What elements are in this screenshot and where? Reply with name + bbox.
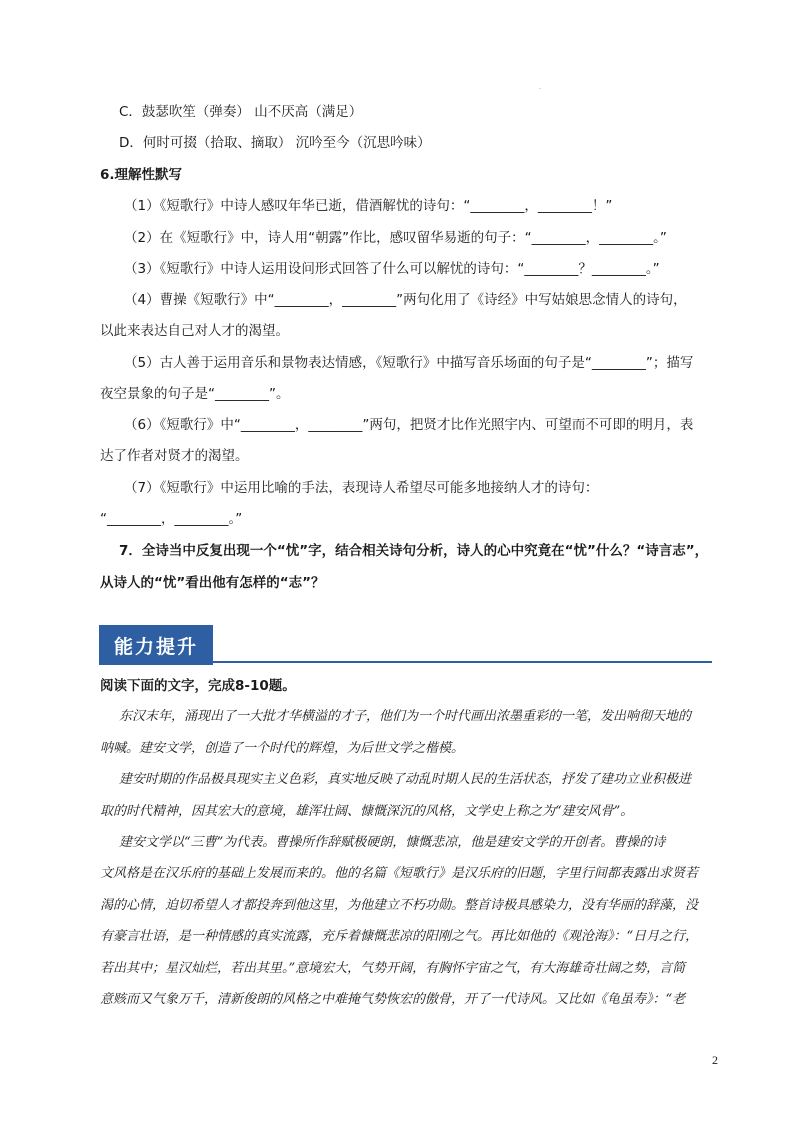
q6-item-4: （4）曹操《短歌行》中“________，________”两句化用了《诗经》中写姑娘思念情人的诗句， — [124, 292, 687, 308]
passage-line-3: 建安时期的作品极具现实主义色彩，真实地反映了动乱时期人民的生活状态，抒发了建功立业积极进 — [119, 772, 692, 787]
q6-item-6-cont: 达了作者对贤才的渴望。 — [100, 448, 249, 464]
question-7-line-1: 7．全诗当中反复出现一个“忧”字，结合相关诗句分析，诗人的心中究竟在“忧”什么？“诗言志”， — [119, 543, 709, 559]
question-6-title: 6.理解性默写 — [100, 167, 183, 183]
stray-mark: · — [539, 86, 541, 93]
passage-line-10: 意赅而又气象万千，清新俊朗的风格之中难掩气势恢宏的傲骨，开了一代诗风。又比如《龟虽寿》：“老 — [100, 992, 686, 1007]
passage-line-9: 若出其中；星汉灿烂，若出其里。”意境宏大，气势开阔，有胸怀宇宙之气，有大海雄奇壮阔之势，言简 — [100, 961, 686, 976]
passage-line-6: 文风格是在汉乐府的基础上发展而来的。他的名篇《短歌行》是汉乐府的旧题，字里行间都表露出求贤若 — [100, 866, 699, 881]
q6-item-5-cont: 夜空景象的句子是“________”。 — [100, 386, 290, 402]
page-number: 2 — [712, 1053, 718, 1067]
q6-item-4-cont: 以此来表达自己对人才的渴望。 — [100, 323, 289, 339]
passage-line-8: 有豪言壮语，是一种情感的真实流露，充斥着慷慨悲凉的阳刚之气。再比如他的《观沧海》：“日月之行， — [100, 929, 699, 944]
q6-item-5: （5）古人善于运用音乐和景物表达情感，《短歌行》中描写音乐场面的句子是“________”；描写 — [124, 355, 694, 371]
q6-item-1: （1）《短歌行》中诗人感叹年华已逝，借酒解忧的诗句：“________，________！” — [124, 198, 613, 214]
option-c: C．鼓瑟吹笙（弹奏） 山不厌高（满足） — [119, 104, 363, 120]
reading-instruction: 阅读下面的文字，完成8-10题。 — [100, 678, 296, 694]
q6-item-2: （2）在《短歌行》中，诗人用“朝露”作比，感叹留华易逝的句子：“________，________。” — [124, 230, 667, 246]
question-7-line-2: 从诗人的“忧”看出他有怎样的“志”？ — [100, 575, 325, 591]
passage-line-7: 渴的心情，迫切希望人才都投奔到他这里，为他建立不朽功勋。整首诗极具感染力，没有华丽的辞藻，没 — [100, 898, 699, 913]
q6-item-3: （3）《短歌行》中诗人运用设问形式回答了什么可以解忧的诗句：“________？________。” — [124, 261, 660, 277]
section-rule — [100, 661, 712, 663]
q6-item-7: （7）《短歌行》中运用比喻的手法，表现诗人希望尽可能多地接纳人才的诗句： — [124, 480, 599, 496]
passage-line-4: 取的时代精神，因其宏大的意境，雄浑壮阔、慷慨深沉的风格，文学史上称之为“建安风骨”。 — [100, 804, 634, 819]
q6-item-6: （6）《短歌行》中“________，________”两句，把贤才比作光照宇内、可望而不可即的明月，表 — [124, 417, 694, 433]
option-d: D．何时可掇（拾取、摘取） 沉吟至今（沉思吟味） — [119, 135, 431, 151]
passage-line-2: 呐喊。建安文学，创造了一个时代的辉煌，为后世文学之楷模。 — [100, 741, 465, 756]
passage-line-1: 东汉末年，涌现出了一大批才华横溢的才子，他们为一个时代画出浓墨重彩的一笔，发出响彻天地的 — [119, 709, 692, 724]
q6-item-7-cont: “________，________。” — [100, 511, 243, 527]
passage-line-5: 建安文学以“三曹”为代表。曹操所作辞赋极硬朗，慷慨悲凉，他是建安文学的开创者。曹操的诗 — [119, 835, 666, 850]
section-banner: 能力提升 — [100, 626, 212, 664]
